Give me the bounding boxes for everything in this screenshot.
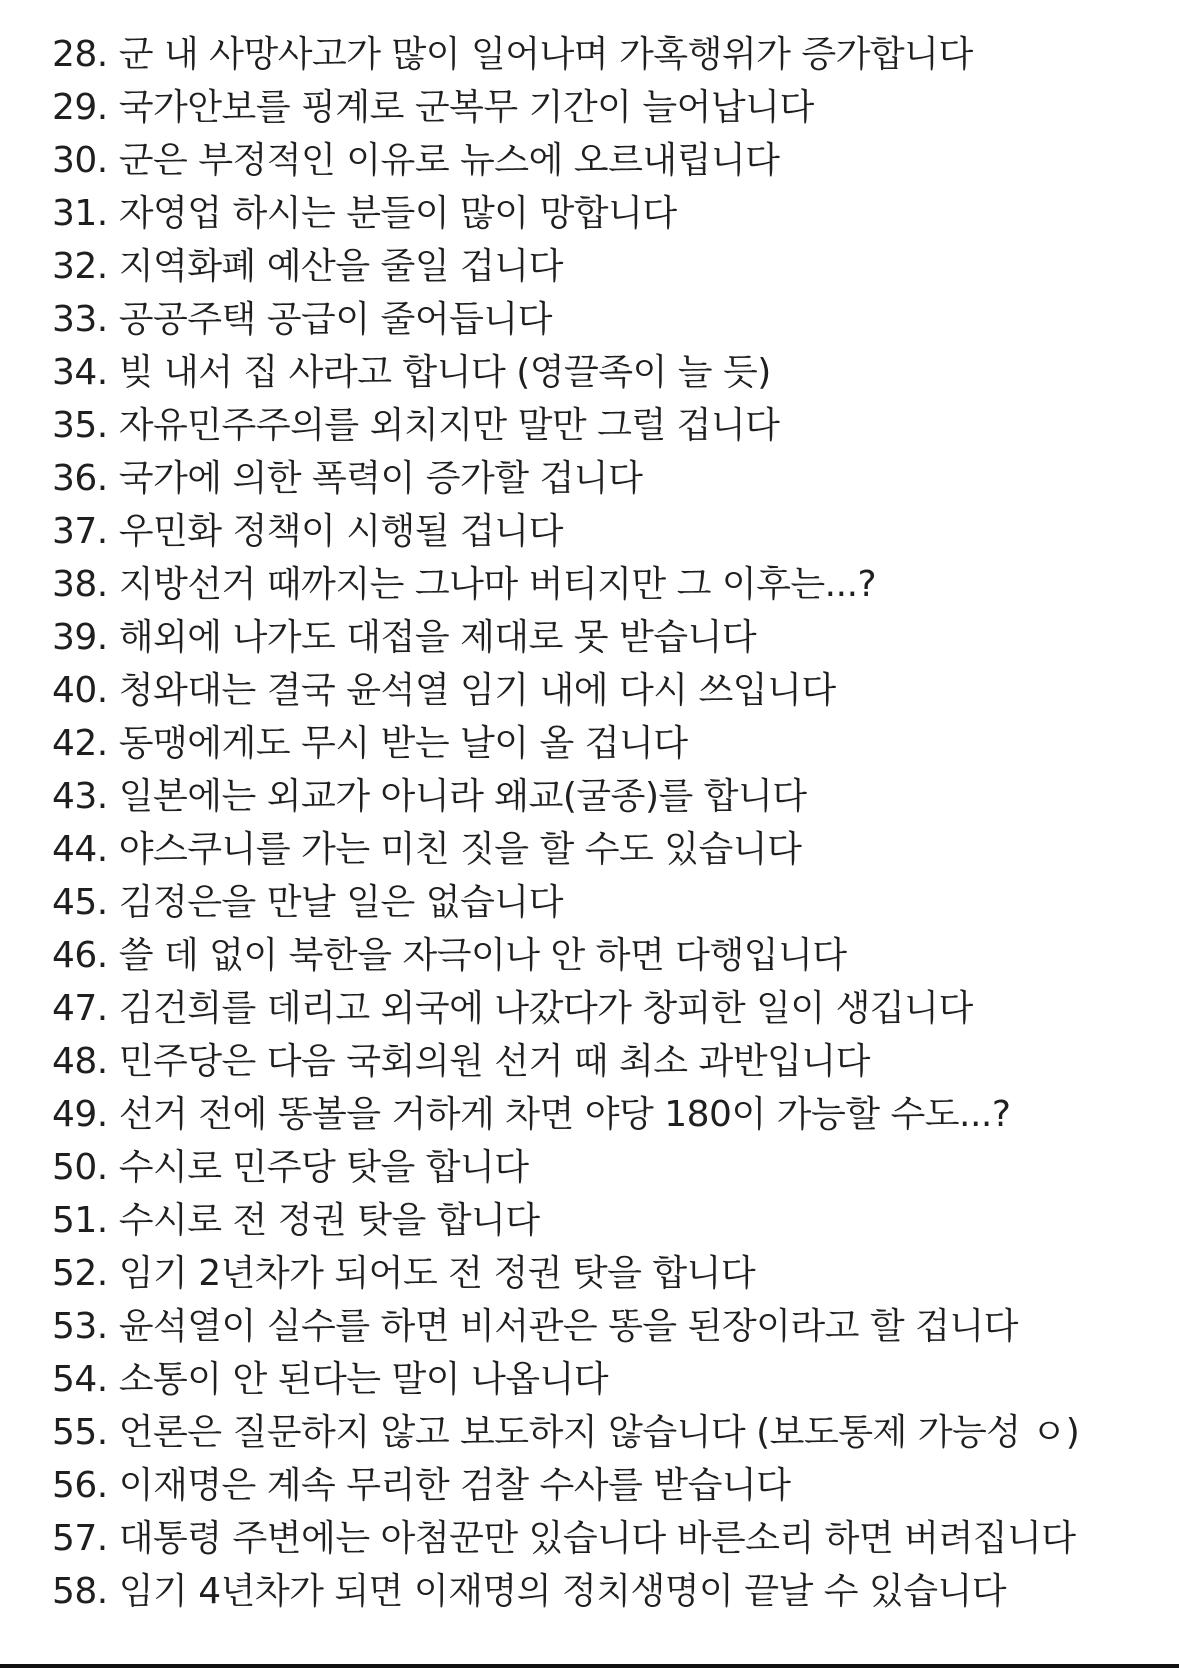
list-item-number: 36.	[52, 458, 108, 499]
list-item	[52, 81, 1079, 134]
list-item-number: 45.	[52, 882, 108, 923]
list-item-text: 민주당은 다음 국회의원 선거 때 최소 과반입니다	[118, 1041, 870, 1082]
list-item-number: 29.	[52, 87, 108, 128]
list-item-text: 김정은을 만날 일은 없습니다	[118, 882, 563, 923]
list-item-text: 우민화 정책이 시행될 겁니다	[118, 511, 563, 552]
list-item-text: 일본에는 외교가 아니라 왜교(굴종)를 합니다	[118, 776, 807, 817]
list-item-number: 35.	[52, 405, 108, 446]
list-item-number: 58.	[52, 1571, 108, 1612]
list-item-number: 44.	[52, 829, 108, 870]
numbered-list	[52, 28, 1079, 1618]
list-item-text: 선거 전에 똥볼을 거하게 차면 야당 180이 가능할 수도...?	[118, 1094, 1011, 1135]
list-item	[52, 1459, 1079, 1512]
list-item-text: 쓸 데 없이 북한을 자극이나 안 하면 다행입니다	[118, 935, 847, 976]
list-item-text: 지방선거 때까지는 그나마 버티지만 그 이후는...?	[118, 564, 877, 605]
list-item-number: 40.	[52, 670, 108, 711]
list-item-text: 임기 4년차가 되면 이재명의 정치생명이 끝날 수 있습니다	[118, 1571, 1007, 1612]
list-item-number: 43.	[52, 776, 108, 817]
list-item	[52, 1088, 1079, 1141]
list-item-number: 31.	[52, 193, 108, 234]
list-item	[52, 1035, 1079, 1088]
list-item	[52, 1406, 1079, 1459]
list-item	[52, 717, 1079, 770]
list-item-number: 37.	[52, 511, 108, 552]
list-item-text: 빚 내서 집 사라고 합니다 (영끌족이 늘 듯)	[118, 352, 771, 393]
list-item	[52, 240, 1079, 293]
list-item-number: 51.	[52, 1200, 108, 1241]
list-item-text: 동맹에게도 무시 받는 날이 올 겁니다	[118, 723, 688, 764]
list-item	[52, 399, 1079, 452]
list-item	[52, 505, 1079, 558]
list-item	[52, 1141, 1079, 1194]
list-item	[52, 452, 1079, 505]
list-item	[52, 134, 1079, 187]
list-item-text: 이재명은 계속 무리한 검찰 수사를 받습니다	[118, 1465, 791, 1506]
list-item-number: 34.	[52, 352, 108, 393]
list-item-number: 46.	[52, 935, 108, 976]
list-item-number: 39.	[52, 617, 108, 658]
list-item	[52, 187, 1079, 240]
list-item-text: 윤석열이 실수를 하면 비서관은 똥을 된장이라고 할 겁니다	[118, 1306, 1018, 1347]
list-item-number: 48.	[52, 1041, 108, 1082]
list-item	[52, 1353, 1079, 1406]
list-item-number: 38.	[52, 564, 108, 605]
list-item	[52, 1194, 1079, 1247]
list-item	[52, 1247, 1079, 1300]
list-item-number: 54.	[52, 1359, 108, 1400]
list-item	[52, 664, 1079, 717]
list-item	[52, 929, 1079, 982]
list-item	[52, 982, 1079, 1035]
list-item-number: 30.	[52, 140, 108, 181]
list-item	[52, 1565, 1079, 1618]
list-item-text: 언론은 질문하지 않고 보도하지 않습니다 (보도통제 가능성 ㅇ)	[118, 1412, 1080, 1453]
list-item	[52, 28, 1079, 81]
list-item-text: 소통이 안 된다는 말이 나옵니다	[118, 1359, 609, 1400]
list-item-text: 청와대는 결국 윤석열 임기 내에 다시 쓰입니다	[118, 670, 836, 711]
list-item	[52, 770, 1079, 823]
list-item-number: 52.	[52, 1253, 108, 1294]
list-item	[52, 876, 1079, 929]
list-item-text: 자영업 하시는 분들이 많이 망합니다	[118, 193, 677, 234]
list-item-text: 지역화폐 예산을 줄일 겁니다	[118, 246, 563, 287]
list-item	[52, 611, 1079, 664]
list-item-text: 국가에 의한 폭력이 증가할 겁니다	[118, 458, 643, 499]
list-item-number: 33.	[52, 299, 108, 340]
list-item-text: 수시로 전 정권 탓을 합니다	[118, 1200, 540, 1241]
list-item-text: 국가안보를 핑계로 군복무 기간이 늘어납니다	[118, 87, 814, 128]
list-item	[52, 823, 1079, 876]
list-item	[52, 558, 1079, 611]
list-item-number: 53.	[52, 1306, 108, 1347]
list-item-number: 28.	[52, 34, 108, 75]
list-item-text: 김건희를 데리고 외국에 나갔다가 창피한 일이 생깁니다	[118, 988, 973, 1029]
list-item-text: 수시로 민주당 탓을 합니다	[118, 1147, 529, 1188]
list-item	[52, 1512, 1079, 1565]
list-item	[52, 1300, 1079, 1353]
list-item-number: 42.	[52, 723, 108, 764]
list-item-text: 임기 2년차가 되어도 전 정권 탓을 합니다	[118, 1253, 756, 1294]
list-item-number: 56.	[52, 1465, 108, 1506]
list-item-text: 해외에 나가도 대접을 제대로 못 받습니다	[118, 617, 757, 658]
list-item	[52, 293, 1079, 346]
list-item-text: 군 내 사망사고가 많이 일어나며 가혹행위가 증가합니다	[118, 34, 973, 75]
list-item-number: 47.	[52, 988, 108, 1029]
bottom-divider	[0, 1664, 1179, 1668]
list-item-number: 50.	[52, 1147, 108, 1188]
list-item	[52, 346, 1079, 399]
list-item-text: 자유민주주의를 외치지만 말만 그럴 겁니다	[118, 405, 780, 446]
list-item-text: 야스쿠니를 가는 미친 짓을 할 수도 있습니다	[118, 829, 802, 870]
list-item-text: 군은 부정적인 이유로 뉴스에 오르내립니다	[118, 140, 780, 181]
list-item-text: 대통령 주변에는 아첨꾼만 있습니다 바른소리 하면 버려집니다	[118, 1518, 1076, 1559]
list-item-number: 57.	[52, 1518, 108, 1559]
list-item-text: 공공주택 공급이 줄어듭니다	[118, 299, 552, 340]
list-item-number: 49.	[52, 1094, 108, 1135]
list-item-number: 32.	[52, 246, 108, 287]
list-item-number: 55.	[52, 1412, 108, 1453]
